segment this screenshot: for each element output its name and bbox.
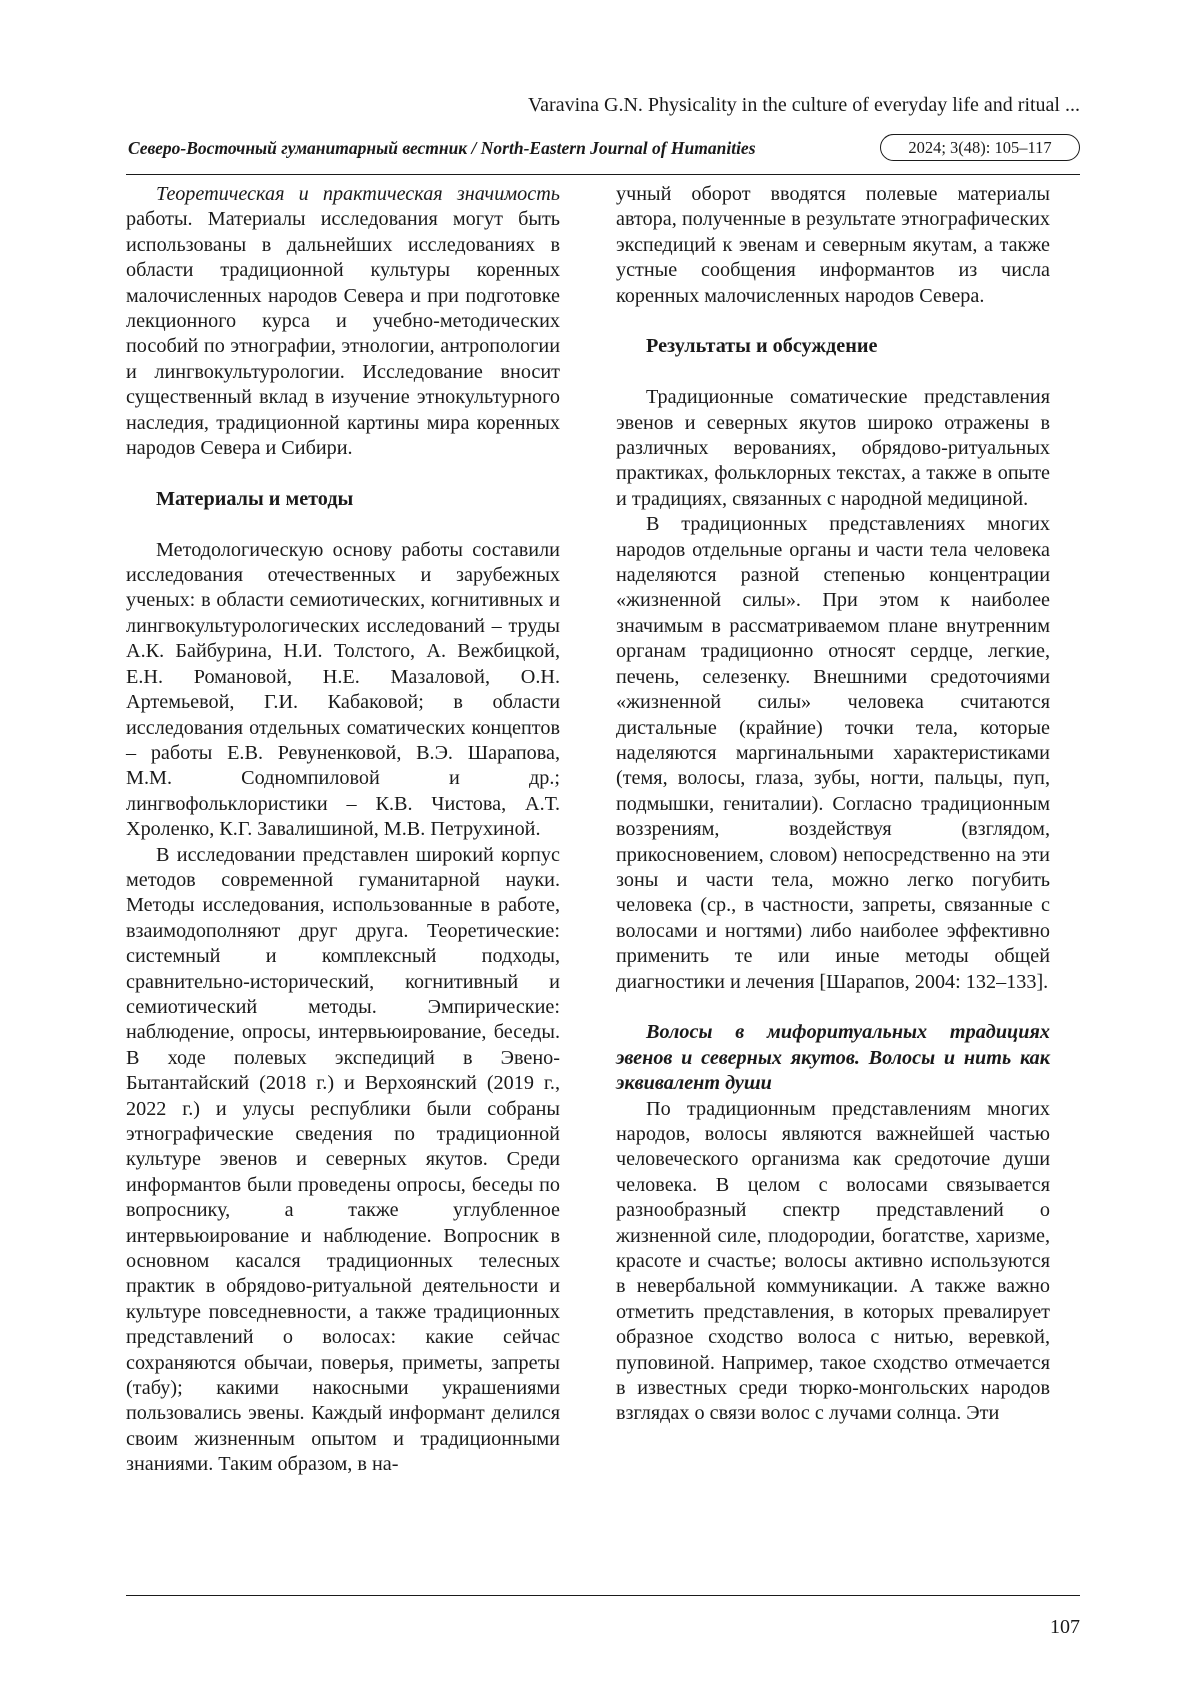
hair-section-heading: Волосы в мифоритуальных традициях эвенов и северных якутов. Волосы и нить как эквивалент души <box>616 1021 1050 1095</box>
results-paragraph-1: Традиционные соматические представления эвенов и северных якутов широко отражены в различных верованиях, обрядово-ритуальных практиках, фольклорных текстах, а также в опыте и традициях, связанных с народной медициной. <box>616 386 1050 510</box>
left-column <box>126 182 560 1478</box>
methods-paragraph-2: В исследовании представлен широкий корпус методов современной гуманитарной науки. Методы исследования, использованные в работе, взаимодополняют друг друга. Теоретические: системный и комплексный подходы, сравнительно-исторический, когнитивный и семиотический методы. Эмпирические: наблюдение, опросы, интервьюирование, беседы. В ходе полевых экспедиций в Эвено-Бытантайский (2018 г.) и Верхоянский (2019 г., 2022 г.) и улусы республики были собраны этнографические сведения по традиционной культуре эвенов и северных якутов. Среди информантов были проведены опросы, беседы по вопроснику, а также углубленное интервьюирование и наблюдение. Вопросник в основном касался традиционных телесных практик в обрядово-ритуальной деятельности и культуре повседневности, а также традиционных представлений о волосах: какие сейчас сохраняются обычаи, поверья, приметы, запреты (табу); какими накосными украшениями пользовались эвены. Каждый информант делился своим жизненным опытом и традиционными знаниями. Таким образом, в на- <box>126 843 560 1476</box>
right-column <box>616 182 1050 1427</box>
results-paragraph-2: В традиционных представлениях многих народов отдельные органы и части тела человека наделяются разной степенью концентрации «жизненной силы». При этом к наиболее значимым в рассматриваемом плане внутренним органам традиционно относят сердце, легкие, печень, селезенку. Внешними средоточиями «жизненной силы» человека считаются дистальные (крайние) точки тела, которые наделяются маргинальными характеристиками (темя, волосы, глаза, зубы, ногти, пальцы, пуп, подмышки, гениталии). Согласно традиционным воззрениям, воздействуя (взглядом, прикосновением, словом) непосредственно на эти зоны и части тела, можно легко погубить человека (ср., в частности, запреты, связанные с волосами и ногтями) либо наиболее эффективно применить те или иные методы общей диагностики и лечения [Шарапов, 2004: 132–133]. <box>616 513 1050 993</box>
journal-title: Северо-Восточный гуманитарный вестник / North-Eastern Journal of Humanities <box>128 138 756 158</box>
hair-paragraph-1: По традиционным представлениям многих народов, волосы являются важнейшей частью человеческого организма как средоточие души человека. В целом с волосами связывается разнообразный спектр представлений о жизненной силе, плодородии, богатстве, харизме, красоте и счастье; волосы активно используются в невербальной коммуникации. А также важно отметить представления, в которых превалирует образное сходство волоса с нитью, веревкой, пуповиной. Например, такое сходство отмечается в известных среди тюрко-монгольских народов взглядах о связи волос с лучами солнца. Эти <box>616 1097 1050 1425</box>
significance-text: работы. Материалы исследования могут быть использованы в дальнейших исследованиях в области традиционной культуры коренных малочисленных народов Севера и при подготовке лекционного курса и учебно-методических пособий по этнографии, этнологии, антропологии и лингвокультурологии. Исследование вносит существенный вклад в изучение этнокультурного наследия, традиционной картины мира коренных народов Севера и Сибири. <box>126 208 560 460</box>
footer-rule <box>126 1595 1080 1596</box>
header-rule <box>126 174 1080 175</box>
page-number: 107 <box>1050 1616 1080 1638</box>
results-heading: Результаты и обсуждение <box>646 335 878 358</box>
journal-header <box>126 130 1080 174</box>
methods-paragraph-1: Методологическую основу работы составили исследования отечественных и зарубежных ученых: в области семиотических, когнитивных и лингвокультурологических исследований – труды А.К. Байбурина, Н.И. Толстого, А. Вежбицкой, Е.Н. Романовой, Н.Е. Мазаловой, О.Н. Артемьевой, Г.И. Кабаковой; в области исследования отдельных соматических концептов – работы Е.В. Ревуненковой, В.Э. Шарапова, М.М. Содномпиловой и др.; лингвофольклористики – К.В. Чистова, А.Т. Хроленко, К.Г. Завалишиной, М.В. Петрухиной. <box>126 538 560 841</box>
significance-paragraph <box>126 182 560 461</box>
running-title: Varavina G.N. Physicality in the culture of everyday life and ritual ... <box>527 94 1080 116</box>
continuation-paragraph: учный оборот вводятся полевые материалы автора, полученные в результате этнографических экспедиций к эвенам и северным якутам, а также устные сообщения информантов из числа коренных малочисленных народов Севера. <box>616 183 1050 307</box>
methods-heading: Материалы и методы <box>156 487 354 510</box>
issue-badge: 2024; 3(48): 105–117 <box>880 134 1080 161</box>
significance-lead: Теоретическая и практическая значимость <box>156 183 560 205</box>
